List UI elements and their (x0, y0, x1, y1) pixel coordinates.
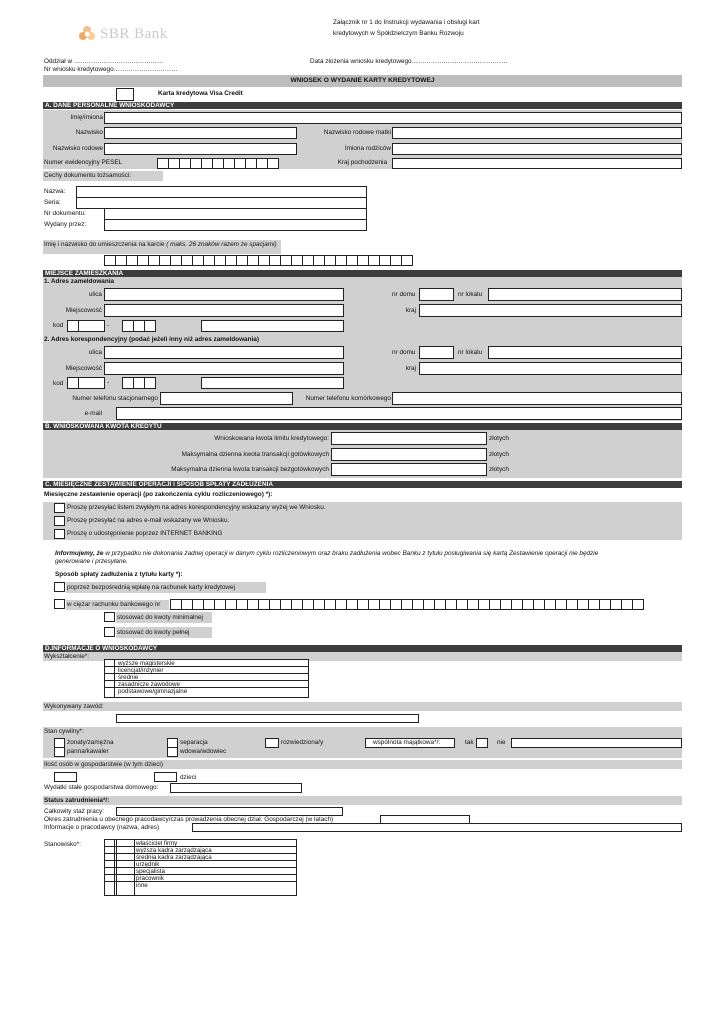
cashless-limit-label: Maksymalna dzienna kwota transakcji bezgotówkowych (171, 466, 329, 473)
card-type-checkbox[interactable] (116, 88, 134, 101)
education-label: Wykształcenie*: (44, 653, 90, 660)
corr-country-input[interactable] (419, 362, 682, 375)
position-option[interactable]: średnia kadra zarządzająca (105, 854, 296, 861)
profession-label: Wykonywany zawód: (44, 703, 104, 710)
city-input[interactable] (104, 304, 344, 317)
profession-input[interactable] (116, 714, 419, 723)
repay-min-checkbox[interactable] (104, 612, 115, 622)
id-features-label: Cechy dokumentu tożsamości: (44, 172, 132, 179)
card-name-label (44, 241, 280, 249)
joint-property-label: wspólnota majątkowa*/: (373, 739, 441, 746)
single-label: panna/kawaler (67, 748, 109, 755)
birth-country-label: Kraj pochodzenia (337, 159, 387, 166)
corr-house-no-label: nr domu (392, 349, 416, 356)
marital-label: Stan cywilny*: (44, 728, 84, 735)
repay-full-label: stosować do kwoty pełnej (117, 629, 190, 636)
flat-no-label: nr lokalu (458, 291, 483, 298)
statement-ib-checkbox[interactable] (54, 529, 65, 539)
flat-no-input[interactable] (488, 288, 682, 301)
employer-info-input[interactable] (192, 823, 682, 832)
doc-issued-label: Wydany przez: (44, 221, 87, 228)
repay-debit-checkbox[interactable] (54, 599, 65, 609)
statement-info (55, 550, 598, 558)
repay-direct-checkbox[interactable] (54, 582, 65, 592)
section-b-header: B. WNIOSKOWANA KWOTA KREDYTU (43, 423, 682, 430)
statement-heading: Miesięczne zestawienie operacji (po zakończenia cyklu rozliczeniowego) *): (44, 491, 273, 498)
repay-debit-label: w ciężar rachunku bankowego nr (67, 601, 161, 608)
divorced-checkbox[interactable] (265, 738, 279, 748)
landline-label: Numer telefonu stacjonarnego (72, 395, 158, 402)
doc-issued-input[interactable] (104, 219, 367, 231)
divorced-label: rozwiedziona/y (281, 739, 324, 746)
application-date-field[interactable]: Data złożenia wniosku kredytowego……………………………………… (310, 58, 508, 65)
card-name-cells[interactable] (104, 255, 412, 266)
position-label: Stanowisko*: (44, 841, 81, 848)
statement-info-line2: generowane i przesyłane. (55, 558, 128, 565)
house-no-input[interactable] (419, 288, 454, 301)
first-names-label: Imię/imiona (70, 114, 103, 121)
education-option[interactable]: licencjat/inżynier (105, 667, 308, 674)
education-options[interactable] (104, 659, 309, 698)
pesel-label: Numer ewidencyjny PESEL (44, 159, 123, 166)
doc-number-label: Nr dokumentu: (44, 210, 86, 217)
education-option[interactable]: podstawowe/gimnazjalne (118, 688, 188, 695)
joint-yes-checkbox[interactable] (476, 738, 488, 748)
expenses-label: Wydatki stałe gospodarstwa domowego: (44, 784, 159, 791)
bank-name: SBR Bank (100, 26, 168, 42)
parents-names-input[interactable] (392, 143, 682, 155)
corr-postcode-part5[interactable] (144, 377, 156, 389)
doc-series-label: Seria: (44, 199, 61, 206)
pesel-cells[interactable] (157, 158, 278, 169)
separated-label: separacja (180, 739, 208, 746)
position-checkbox-column (116, 839, 117, 896)
corr-street-input[interactable] (104, 346, 344, 359)
first-names-input[interactable] (104, 112, 682, 124)
married-label: żonaty/zamężna (67, 739, 114, 746)
corr-flat-no-input[interactable] (488, 346, 682, 359)
corr-flat-no-label: nr lokalu (458, 349, 483, 356)
joint-no-checkbox[interactable] (511, 738, 682, 748)
postcode-dash: - (107, 322, 110, 329)
character-cell[interactable] (267, 158, 279, 169)
cash-limit-input[interactable] (331, 448, 487, 461)
total-service-input[interactable] (116, 807, 343, 816)
mother-maiden-label: Nazwisko rodowe matki (323, 129, 391, 136)
application-number-field[interactable]: Nr wniosku kredytowego………………………… (44, 66, 178, 73)
statement-post-checkbox[interactable] (54, 503, 65, 513)
registered-address-title: 1. Adres zameldowania (44, 278, 115, 285)
bank-logo (78, 25, 173, 45)
mother-maiden-input[interactable] (392, 127, 682, 139)
corr-city-label: Miejscowość (65, 365, 102, 372)
house-no-label: nr domu (392, 291, 416, 298)
widowed-label: wdowa/wdowiec (180, 748, 227, 755)
total-service-label: Całkowity staż pracy: (44, 808, 105, 815)
birth-country-input[interactable] (392, 158, 682, 169)
parents-names-label: Imiona rodziców (344, 145, 391, 152)
position-options[interactable] (104, 839, 297, 896)
education-option[interactable]: średnie (105, 674, 308, 681)
correspondence-address-title: 2. Adres korespondencyjny (podać jeżeli inny niż adres zameldowania) (44, 336, 259, 343)
logo-flower-icon (78, 25, 96, 43)
corr-postcode-label: kod (53, 380, 64, 387)
card-name-note: ( maks. 26 znaków razem ze spacjami) (166, 241, 277, 248)
repay-direct-label: poprzez bezpośrednią wpłatę na rachunek karty kredytowej (67, 584, 236, 591)
form-title: WNIOSEK O WYDANIE KARTY KREDYTOWEJ (43, 75, 682, 87)
corr-postcode-post-office[interactable] (201, 377, 344, 389)
statement-post-label: Proszę przesyłać listem zwykłym na adres korespondencyjny wskazany wyżej we Wniosku. (67, 504, 326, 511)
annex-line-2: kredytowych w Spółdzielczym Banku Rozwoju (333, 30, 464, 37)
repay-full-checkbox[interactable] (104, 627, 115, 637)
postcode-post-office[interactable] (201, 320, 344, 332)
city-label: Miejscowość (65, 307, 102, 314)
character-cell[interactable] (401, 255, 413, 266)
position-option[interactable]: urzędnik (105, 861, 296, 868)
employer-info-label: Informacje o pracodawcy (nazwa, adres) (44, 824, 160, 831)
education-option[interactable]: wyższe magisterskie (105, 660, 308, 667)
joint-yes-label: tak (465, 739, 474, 746)
surname-input[interactable] (104, 127, 297, 139)
widowed-checkbox[interactable] (167, 747, 178, 757)
section-d-header: D.INFORMACJE O WNIOSKODAWCY (43, 645, 682, 652)
expenses-input[interactable] (170, 783, 302, 793)
section-c-header: C. MIESIĘCZNE ZESTAWIENIE OPERACJI I SPOSÓB SPŁATY ZADŁUŻENIA (43, 481, 682, 488)
postcode-part2[interactable] (78, 320, 105, 332)
position-label-column (134, 839, 135, 896)
repay-min-label: stosować do kwoty minimalnej (117, 614, 203, 621)
children-input[interactable] (154, 772, 177, 782)
education-option[interactable]: zasadnicze zawodowe (105, 681, 308, 688)
position-option[interactable]: wyższa kadra zarządzająca (105, 847, 296, 854)
street-input[interactable] (104, 288, 344, 301)
employment-period-label: Okres zatrudnienia u obecnego pracodawcy/czas prowadzenia obecnej dział. Gospodarczej (w latach) (44, 816, 334, 823)
credit-limit-currency: złotych (489, 435, 509, 442)
card-type-label: Karta kredytowa Visa Credit (158, 90, 243, 97)
email-input[interactable] (116, 407, 682, 420)
residence-header: MIEJSCE ZAMIESZKANIA (43, 270, 682, 277)
card-name-text: Imię i nazwisko do umieszczenia na karcie (44, 241, 165, 248)
statement-info-lead: Informujemy, że (55, 550, 104, 557)
family-name-input[interactable] (104, 143, 297, 155)
children-label: dzieci (180, 774, 197, 781)
statement-ib-label: Proszę o udostępnienie poprzez INTERNET BANKING (67, 530, 223, 537)
surname-label: Nazwisko (75, 129, 103, 136)
character-cell[interactable] (632, 599, 644, 610)
landline-input[interactable] (160, 392, 293, 405)
position-option[interactable]: inne (136, 882, 148, 889)
household-label: Ilość osób w gospodarstwie (w tym dzieci) (44, 761, 163, 768)
country-label: kraj (405, 307, 416, 314)
cashless-limit-currency: złotych (489, 466, 509, 473)
postcode-part5[interactable] (144, 320, 156, 332)
annex-line-1: Załącznik nr 1 do Instrukcji wydawania i obsługi kart (333, 19, 480, 26)
email-label: e-mail (84, 410, 102, 417)
position-option[interactable]: właściciel firmy (105, 840, 296, 847)
mobile-input[interactable] (392, 392, 682, 405)
corr-postcode-dash: - (107, 379, 110, 386)
joint-no-label: nie (497, 739, 506, 746)
employment-status-label: Status zatrudnienia*/: (44, 797, 110, 804)
doc-name-label: Nazwa: (44, 188, 66, 195)
section-a-header: A. DANE PERSONALNE WNIOSKODAWCY (43, 102, 682, 109)
statement-info-text: w przypadku nie dokonania żadnej operacji w danym cyklu rozliczeniowym oraz braku zadłużenia wobec Banku z tytułu posługiwania się kartą Zestawienie operacji nie będzie (103, 550, 599, 557)
street-label: ulica (88, 291, 102, 298)
position-option[interactable]: specjalista (105, 868, 296, 875)
cashless-limit-input[interactable] (331, 463, 487, 476)
corr-postcode-part2[interactable] (78, 377, 105, 389)
branch-field[interactable]: Oddział w …………………………………… (44, 58, 164, 65)
cash-limit-currency: złotych (489, 451, 509, 458)
bank-account-cells[interactable] (170, 599, 643, 610)
family-name-label: Nazwisko rodowe (52, 145, 103, 152)
country-input[interactable] (419, 304, 682, 317)
postcode-label: kod (53, 322, 64, 329)
corr-country-label: kraj (405, 365, 416, 372)
statement-email-checkbox[interactable] (54, 516, 65, 526)
single-checkbox[interactable] (54, 747, 65, 757)
corr-city-input[interactable] (104, 362, 344, 375)
repayment-heading: Sposób spłaty zadłużenia z tytułu karty *): (55, 571, 183, 578)
cash-limit-label: Maksymalna dzienna kwota transakcji gotówkowych (181, 451, 329, 458)
corr-street-label: ulica (88, 349, 102, 356)
household-input[interactable] (54, 772, 77, 782)
statement-email-label: Proszę przesyłać na adres e-mail wskazany we Wniosku. (67, 517, 230, 524)
credit-limit-label: Wnioskowana kwota limitu kredytowego: (214, 435, 329, 442)
corr-house-no-input[interactable] (419, 346, 454, 359)
position-option[interactable]: pracownik (105, 875, 296, 882)
credit-limit-input[interactable] (331, 432, 487, 445)
mobile-label: Numer telefonu komórkowego (305, 395, 391, 402)
